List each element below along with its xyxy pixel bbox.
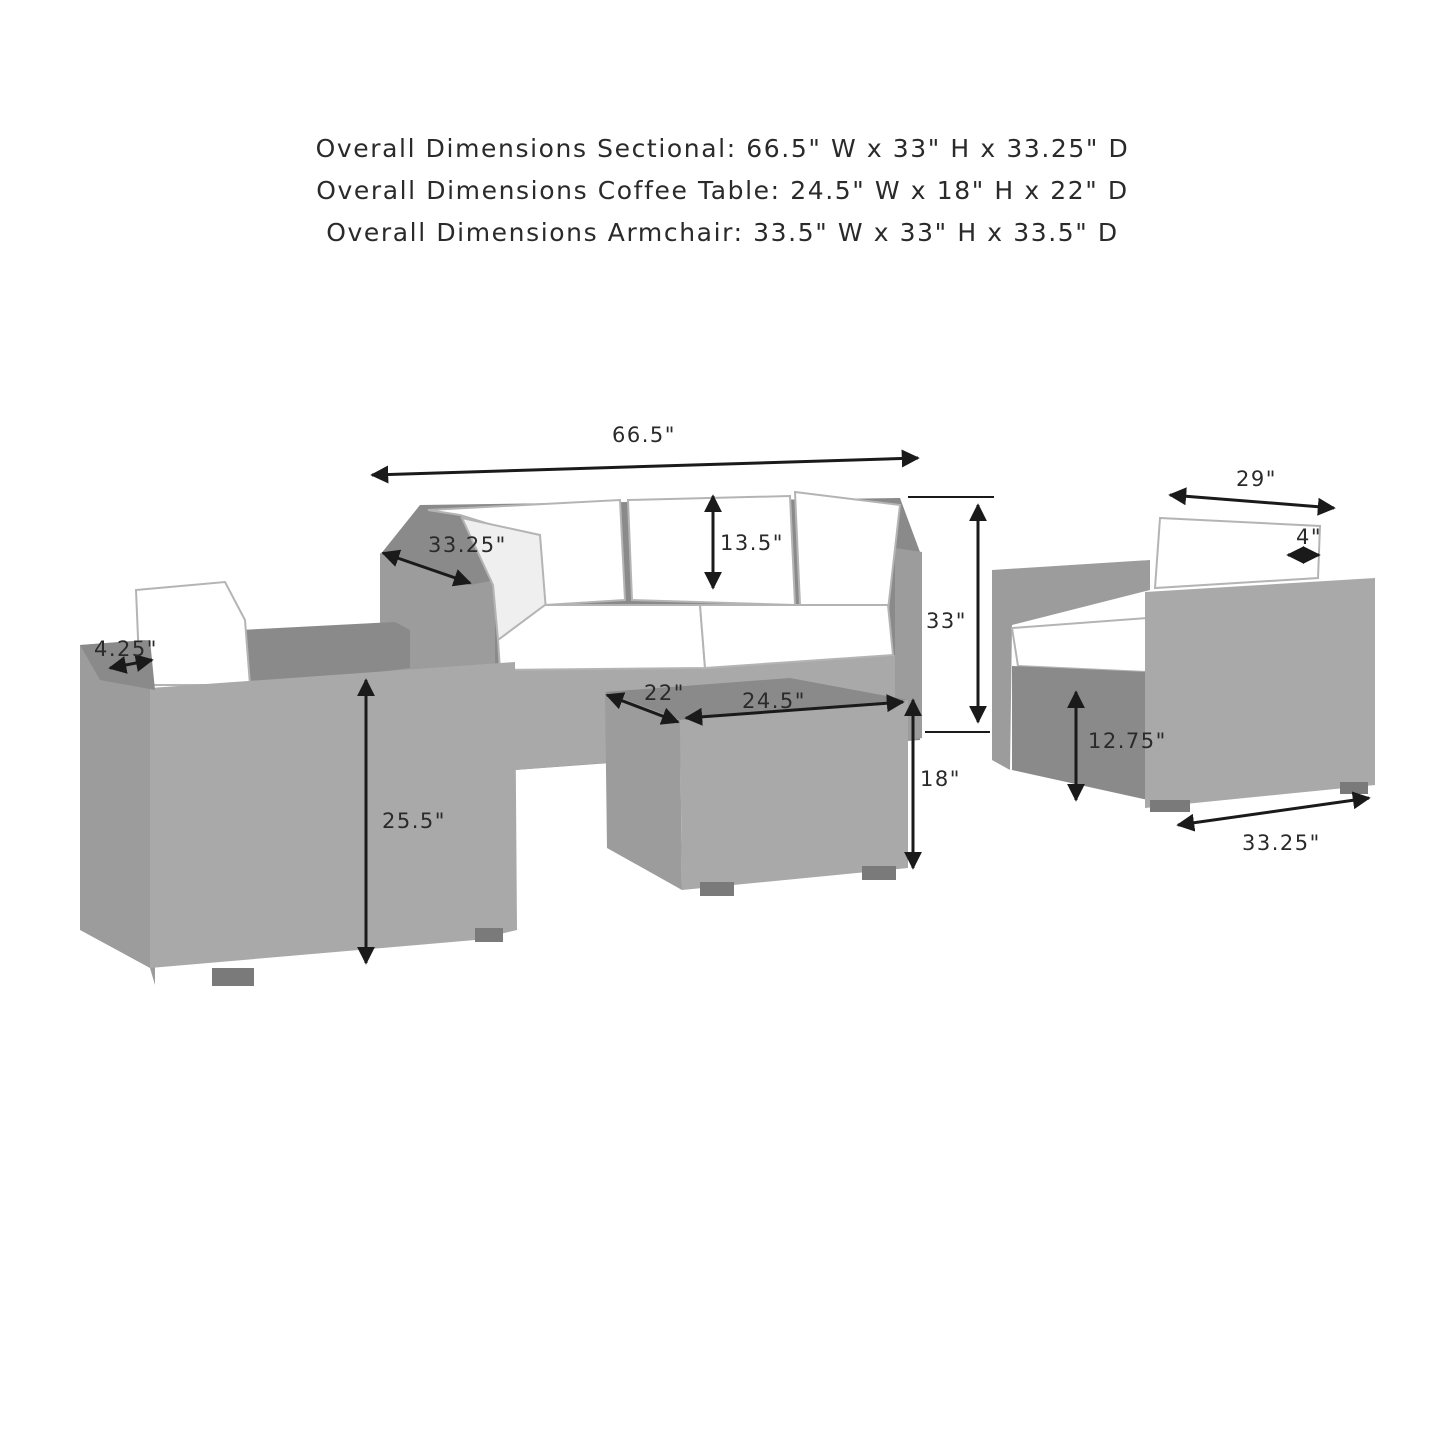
right-seat-height-label: 12.75" (1088, 729, 1167, 753)
sectional-width-arrow (372, 458, 918, 475)
right-arm-width-label: 4" (1296, 525, 1323, 549)
right-back-cushion (795, 492, 900, 610)
coffee-table-front (680, 700, 908, 890)
coffee-table-dimensions-line: Overall Dimensions Coffee Table: 24.5" W x 18" H x 22" D (316, 176, 1129, 205)
right-chair-leg-left (1150, 800, 1190, 812)
armchair-dimensions-line: Overall Dimensions Armchair: 33.5" W x 33" H x 33.5" D (326, 218, 1119, 247)
right-chair-width-arrow (1178, 798, 1369, 825)
coffee-table-leg-right (862, 866, 896, 880)
right-chair-seat-width-label: 29" (1236, 467, 1277, 491)
sectional-depth-label: 33.25" (428, 533, 507, 557)
left-chair-front (150, 662, 517, 968)
right-armchair (992, 518, 1375, 812)
left-chair-leg-right (475, 928, 503, 942)
left-chair-height-label: 25.5" (382, 809, 446, 833)
right-chair-leg-right (1340, 782, 1368, 794)
coffee-table-leg-left (700, 882, 734, 896)
right-chair-width-label: 33.25" (1242, 831, 1321, 855)
table-height-label: 18" (920, 767, 961, 791)
left-chair-leg-left (212, 968, 254, 986)
table-width-label: 24.5" (742, 689, 806, 713)
right-chair-seat-width-arrow (1170, 495, 1334, 508)
right-chair-seat-cushion (1012, 618, 1148, 672)
sectional-height-label: 33" (926, 609, 967, 633)
left-chair-left-arm (80, 640, 155, 985)
table-depth-label: 22" (644, 681, 685, 705)
left-arm-width-label: 4.25" (94, 637, 158, 661)
left-chair-back-cushion (136, 582, 250, 685)
sectional-width-label: 66.5" (612, 423, 676, 447)
sectional-dimensions-line: Overall Dimensions Sectional: 66.5" W x 33" H x 33.25" D (315, 134, 1130, 163)
back-cushion-height-label: 13.5" (720, 531, 784, 555)
coffee-table-side (605, 692, 682, 890)
right-chair-right-arm (1145, 578, 1375, 808)
